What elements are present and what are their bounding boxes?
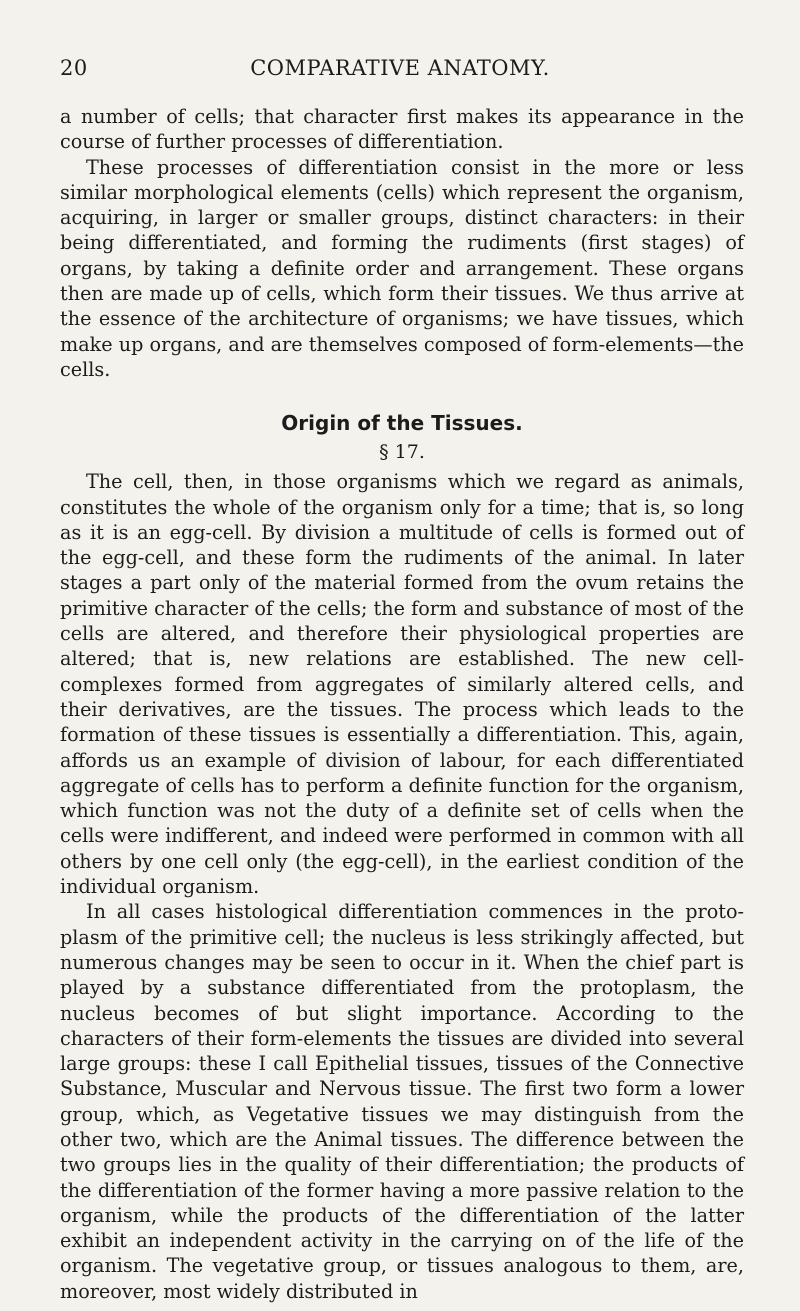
- paragraph-continuation: a number of cells; that character first makes its appearance in the course of further processes of differentiation.: [60, 105, 744, 154]
- section-heading: Origin of the Tissues.: [281, 411, 523, 436]
- running-title: COMPARATIVE ANATOMY.: [250, 56, 550, 80]
- paragraph-differentiation: These processes of differentiation consist in the more or less similar morphological elements (cells) which represent the organism, acquiring, in larger or smaller groups, distinct characters: in their being differentiated, and forming the rudiments (first stages) of organs, by taking a definite order and arrangement. These organs then are made up of cells, which form their tissues. We thus arrive at the essence of the architecture of organisms; we have tissues, which make up organs, and are themselves composed of form-elements—the cells.: [60, 155, 744, 381]
- paragraph-cell: The cell, then, in those organisms which we regard as animals, constitutes the whole of the organism only for a time; that is, so long as it is an egg-cell. By division a multitude of cells is formed out of the egg-cell, and these form the rudiments of the animal. In later stages a part only of the material formed from the ovum retains the primitive character of the cells; the form and substance of most of the cells are altered, and therefore their physiological properties are altered; that is, new relations are established. The new cell-complexes formed from aggregates of similarly altered cells, and their derivatives, are the tissues. The process which leads to the formation of these tissues is essentially a differentiation. This, again, affords us an example of division of labour, for each differentiated aggregate of cells has to perform a definite function for the organism, which function was not the duty of a definite set of cells when the cells were indifferent, and indeed were performed in common with all others by one cell only (the egg-cell), in the earliest condition of the individual organism.: [60, 470, 744, 899]
- paragraph-histological: In all cases histological differentiation commences in the proto-plasm of the primitive cell; the nucleus is less strikingly affected, but numerous changes may be seen to occur in it. When the chief part is played by a substance differentiated from the protoplasm, the nucleus becomes of but slight importance. According to the characters of their form-elements the tissues are divided into several large groups: these I call Epithelial tissues, tissues of the Connective Substance, Muscular and Nervous tissue. The first two form a lower group, which, as Vegetative tissues we may distinguish from the other two, which are the Animal tissues. The difference between the two groups lies in the quality of their differentiation; the products of the differentiation of the former having a more passive relation to the organism, while the products of the differentiation of the latter exhibit an independent activity in the carrying on of the life of the organism. The vegetative group, or tissues analogous to them, are, moreover, most widely distributed in: [60, 900, 744, 1303]
- page-number: 20: [60, 56, 88, 80]
- body-text: [60, 104, 744, 1304]
- running-header: [60, 56, 740, 84]
- section-number: § 17.: [379, 441, 425, 464]
